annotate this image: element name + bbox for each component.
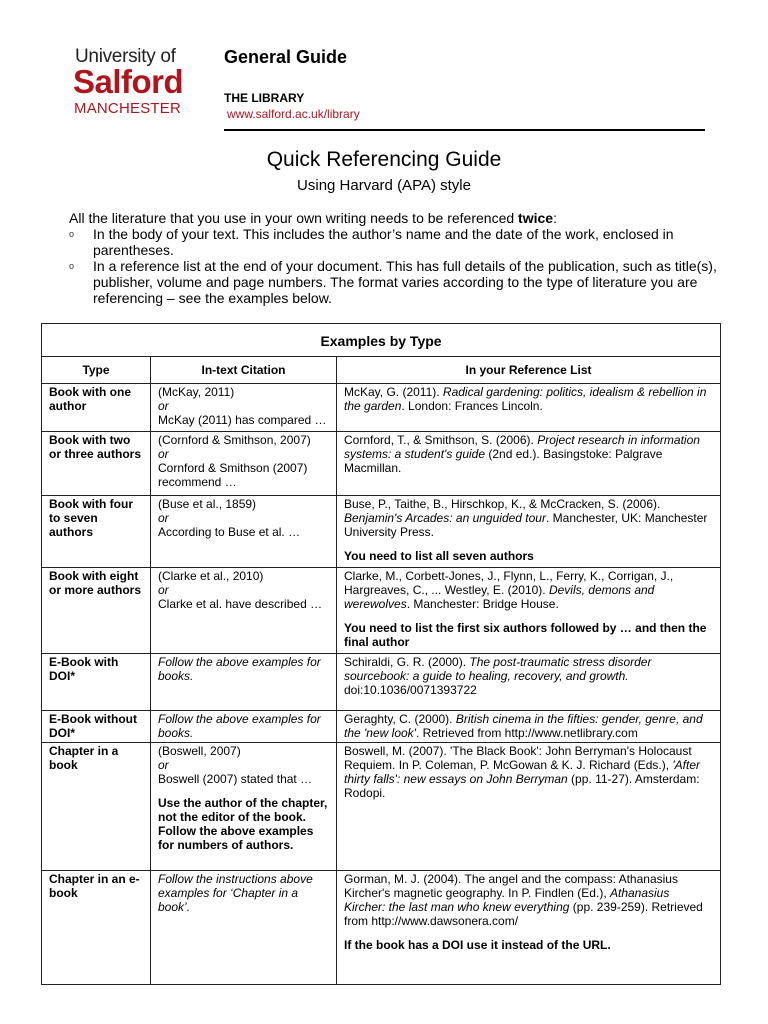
reference-text: Gorman, M. J. (2004). The angel and the compass: Athanasius Kircher's magnetic geography. In P. Findlen (Ed.), — [344, 872, 678, 900]
page-subtitle: Using Harvard (APA) style — [297, 177, 471, 194]
reference-title: Athanasius Kircher: the last man who knew everything — [344, 886, 670, 914]
reference-text: . London: Frances Lincoln. — [401, 399, 543, 413]
type-cell: Chapter in an e-book — [42, 871, 151, 985]
reference-text: . Manchester, UK: Manchester University Press. — [344, 511, 708, 539]
citation-note: Use the author of the chapter, not the editor of the book. Follow the above examples for numbers of authors. — [158, 796, 328, 852]
citation-example: According to Buse et al. … — [158, 525, 301, 539]
reference-cell — [337, 384, 721, 432]
table-row — [42, 743, 721, 871]
bullet-marker-icon: o — [69, 261, 75, 271]
reference-title: The post-traumatic stress disorder sourcebook: a guide to healing, recovery, and growth. — [344, 655, 652, 683]
citation-example: (Boswell, 2007) — [158, 744, 241, 758]
reference-note: You need to list the first six authors followed by … and then the final author — [344, 621, 707, 649]
intro-paragraph — [69, 210, 719, 226]
citation-example: (Clarke et al., 2010) — [158, 569, 264, 583]
intro-lead-colon: : — [553, 210, 557, 226]
type-cell: Book with one author — [42, 384, 151, 432]
citation-or: or — [158, 399, 169, 413]
reference-cell — [337, 654, 721, 711]
reference-cell — [337, 568, 721, 654]
citation-or: or — [158, 758, 169, 772]
citation-example: (McKay, 2011) — [158, 385, 235, 399]
reference-cell — [337, 743, 721, 871]
reference-text: (pp. 11-27). Amsterdam: Rodopi. — [344, 772, 700, 800]
reference-cell — [337, 711, 721, 743]
reference-text: doi:10.1036/0071393722 — [344, 683, 477, 697]
type-cell: Chapter in a book — [42, 743, 151, 871]
reference-cell — [337, 496, 721, 568]
reference-cell — [337, 871, 721, 985]
reference-title: British cinema in the fifties: gender, genre, and the 'new look' — [344, 712, 703, 740]
reference-title: Project research in information systems: a student's guide — [344, 433, 700, 461]
table-row — [42, 711, 721, 743]
reference-note: You need to list all seven authors — [344, 549, 534, 563]
reference-text: . Manchester: Bridge House. — [406, 597, 559, 611]
reference-text: . Retrieved from http://www.netlibrary.com — [415, 726, 638, 740]
intro-lead-bold: twice — [518, 210, 554, 226]
citation-example: McKay (2011) has compared … — [158, 413, 327, 427]
logo-university-of: University of — [75, 46, 176, 67]
citation-example: (Buse et al., 1859) — [158, 497, 257, 511]
citation-cell — [151, 654, 337, 711]
table-row — [42, 654, 721, 711]
table-row — [42, 432, 721, 496]
citation-or: or — [158, 511, 169, 525]
citation-example: Cornford & Smithson (2007) recommend … — [158, 461, 308, 489]
citation-instruction: Follow the instructions above examples for ‘Chapter in a book’. — [158, 872, 313, 914]
citation-cell — [151, 711, 337, 743]
reference-note: If the book has a DOI use it instead of the URL. — [344, 938, 611, 952]
citation-cell — [151, 432, 337, 496]
header-divider — [224, 129, 705, 131]
reference-text: McKay, G. (2011). — [344, 385, 443, 399]
table-row — [42, 568, 721, 654]
citation-cell — [151, 568, 337, 654]
column-header-type: Type — [42, 357, 151, 384]
table-caption: Examples by Type — [42, 324, 721, 357]
bullet-text: In a reference list at the end of your document. This has full details of the publication, such as title(s), publisher, volume and page numbers. The format varies according to the type of literature you are referencing – see the examples below. — [93, 258, 717, 306]
reference-text: Buse, P., Taithe, B., Hirschkop, K., & McCracken, S. (2006). — [344, 497, 661, 511]
logo-salford: Salford — [73, 63, 184, 100]
reference-text: Geraghty, C. (2000). — [344, 712, 456, 726]
type-cell: Book with eight or more authors — [42, 568, 151, 654]
examples-table — [41, 323, 721, 985]
type-cell: Book with two or three authors — [42, 432, 151, 496]
reference-text: Clarke, M., Corbett-Jones, J., Flynn, L., Ferry, K., Corrigan, J., Hargreaves, C., ... Westley, E. (2010). — [344, 569, 674, 597]
guide-label: General Guide — [224, 47, 348, 67]
citation-or: or — [158, 583, 169, 597]
library-url-link[interactable]: www.salford.ac.uk/library — [227, 107, 360, 121]
reference-title: Benjamin's Arcades: an unguided tour — [344, 511, 546, 525]
bullet-text: In the body of your text. This includes the author’s name and the date of the work, enclosed in parentheses. — [93, 226, 674, 258]
citation-instruction: Follow the above examples for books. — [158, 655, 321, 683]
citation-cell — [151, 871, 337, 985]
column-header-in-text-citation: In-text Citation — [151, 357, 337, 384]
logo-manchester: MANCHESTER — [74, 100, 182, 117]
bullet-marker-icon: o — [69, 229, 75, 239]
citation-example: Boswell (2007) stated that … — [158, 772, 313, 786]
reference-text: (2nd ed.). Basingstoke: Palgrave Macmillan. — [344, 447, 663, 475]
citation-example: (Cornford & Smithson, 2007) — [158, 433, 311, 447]
citation-cell — [151, 496, 337, 568]
citation-or: or — [158, 447, 169, 461]
reference-text: Schiraldi, G. R. (2000). — [344, 655, 470, 669]
intro-bullet-item — [69, 226, 719, 258]
citation-example: Clarke et al. have described … — [158, 597, 323, 611]
reference-text: (pp. 239-259). Retrieved from http://www.dawsonera.com/ — [344, 900, 703, 928]
type-cell: E-Book with DOI* — [42, 654, 151, 711]
reference-title: 'After thirty falls': new essays on John Berryman — [344, 758, 700, 786]
intro-lead-text: All the literature that you use in your own writing needs to be referenced — [69, 210, 519, 226]
reference-title: Devils, demons and werewolves — [344, 583, 655, 611]
reference-title: Radical gardening: politics, idealism & rebellion in the garden — [344, 385, 707, 413]
reference-text: Cornford, T., & Smithson, S. (2006). — [344, 433, 538, 447]
type-cell: Book with four to seven authors — [42, 496, 151, 568]
table-row — [42, 871, 721, 985]
page-title: Quick Referencing Guide — [266, 148, 502, 171]
library-label: THE LIBRARY — [224, 91, 305, 105]
reference-cell — [337, 432, 721, 496]
citation-instruction: Follow the above examples for books. — [158, 712, 321, 740]
intro-bullet-item — [69, 258, 719, 306]
table-row — [42, 496, 721, 568]
citation-cell — [151, 384, 337, 432]
type-cell: E-Book without DOI* — [42, 711, 151, 743]
intro-bullet-list — [69, 226, 719, 306]
table-row — [42, 384, 721, 432]
reference-text: Boswell, M. (2007). 'The Black Book': John Berryman's Holocaust Requiem. In P. Coleman, P. McGowan & K. J. Richard (Eds.), — [344, 744, 692, 772]
column-header-reference-list: In your Reference List — [337, 357, 721, 384]
citation-cell — [151, 743, 337, 871]
